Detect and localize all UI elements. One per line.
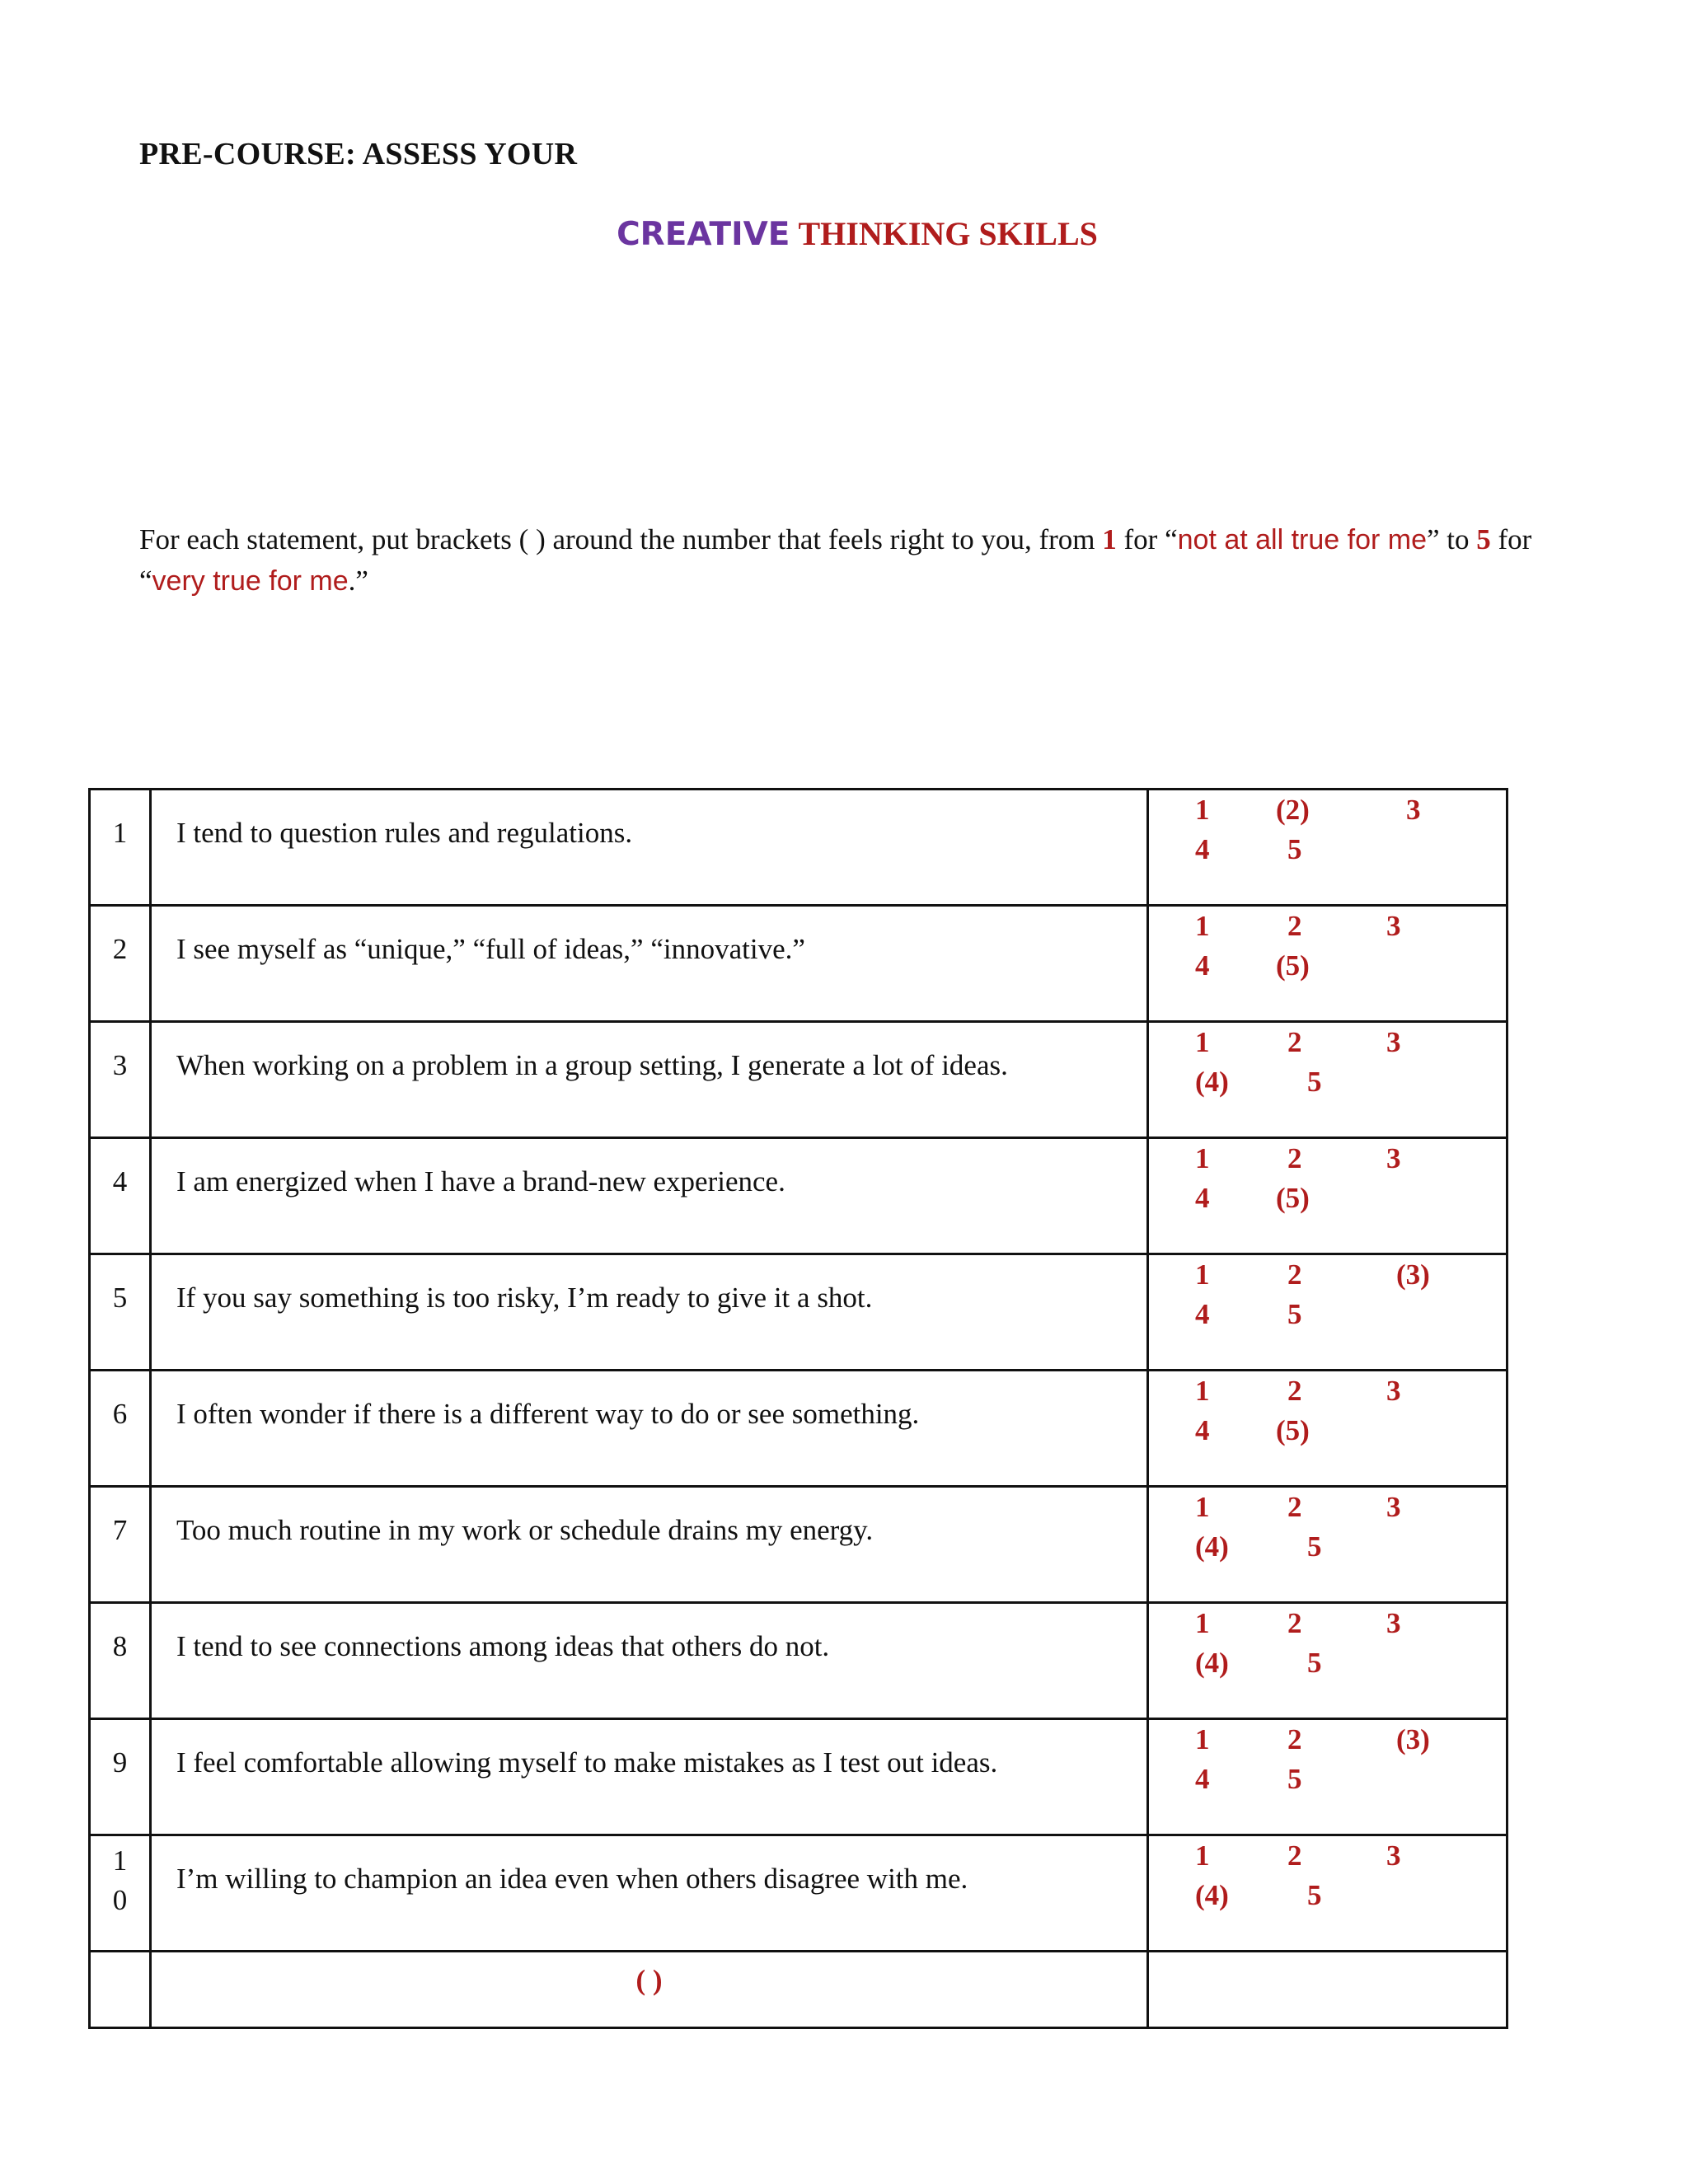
row-statement: If you say something is too risky, I’m ready to give it a shot. [151, 1254, 1148, 1371]
table-row [90, 1719, 1507, 1835]
rating-scale [1148, 906, 1507, 1022]
rating-option[interactable]: 1 [1195, 1375, 1210, 1407]
row-number: 9 [90, 1719, 151, 1835]
rating-option[interactable]: 1 [1195, 1026, 1210, 1058]
row-statement: I feel comfortable allowing myself to make mistakes as I test out ideas. [151, 1719, 1148, 1835]
rating-option[interactable]: 2 [1287, 1840, 1302, 1872]
table-row [90, 1835, 1507, 1952]
rating-option-selected[interactable]: (5) [1276, 949, 1310, 982]
table-row-footer [90, 1952, 1507, 2028]
row-statement: I am energized when I have a brand-new experience. [151, 1138, 1148, 1254]
row-number: 1 [90, 790, 151, 906]
row-statement: When working on a problem in a group setting, I generate a lot of ideas. [151, 1022, 1148, 1138]
instructions-text: for “ [1116, 523, 1178, 555]
instructions-high-number: 5 [1476, 523, 1491, 555]
rating-option[interactable]: 5 [1287, 1763, 1302, 1795]
footer-bracket-marker: ( ) [151, 1952, 1148, 2028]
row-number: 2 [90, 906, 151, 1022]
rating-option[interactable]: 3 [1386, 1840, 1401, 1872]
rating-scale [1148, 1719, 1507, 1835]
rating-option-selected[interactable]: (4) [1195, 1647, 1229, 1679]
instructions-text: for “ [139, 523, 1532, 597]
rating-scale [1148, 1603, 1507, 1719]
instructions-low-number: 1 [1102, 523, 1117, 555]
rating-option-selected[interactable]: (3) [1396, 1723, 1430, 1755]
table-row [90, 1487, 1507, 1603]
rating-scale [1148, 1487, 1507, 1603]
row-statement: I tend to question rules and regulations. [151, 790, 1148, 906]
rating-scale [1148, 1835, 1507, 1952]
assessment-table [88, 788, 1508, 2029]
rating-option-selected[interactable]: (4) [1195, 1879, 1229, 1911]
rating-option[interactable]: 4 [1195, 833, 1210, 865]
instructions-paragraph [139, 519, 1557, 602]
row-number: 4 [90, 1138, 151, 1254]
rating-option[interactable]: 4 [1195, 1182, 1210, 1214]
rating-option[interactable]: 3 [1406, 794, 1421, 826]
row-number: 6 [90, 1371, 151, 1487]
rating-option[interactable]: 1 [1195, 1142, 1210, 1174]
rating-option[interactable]: 1 [1195, 1723, 1210, 1755]
rating-option[interactable]: 2 [1287, 1142, 1302, 1174]
page-title: PRE-COURSE: ASSESS YOUR [139, 137, 578, 171]
rating-option[interactable]: 2 [1287, 1258, 1302, 1291]
row-number [90, 1835, 151, 1952]
rating-scale [1148, 790, 1507, 906]
rating-option[interactable]: 4 [1195, 949, 1210, 982]
rating-option-selected[interactable]: (3) [1396, 1258, 1430, 1291]
row-statement: I see myself as “unique,” “full of ideas,” “innovative.” [151, 906, 1148, 1022]
rating-option[interactable]: 5 [1287, 833, 1302, 865]
rating-option-selected[interactable]: (5) [1276, 1414, 1310, 1446]
row-statement: I often wonder if there is a different way to do or see something. [151, 1371, 1148, 1487]
table-row [90, 1603, 1507, 1719]
rating-option[interactable]: 2 [1287, 1375, 1302, 1407]
rating-option[interactable]: 2 [1287, 1607, 1302, 1639]
rating-option[interactable]: 3 [1386, 910, 1401, 942]
instructions-high-label: very true for me [152, 565, 349, 597]
row-number: 5 [90, 1254, 151, 1371]
rating-scale [1148, 1022, 1507, 1138]
instructions-text: For each statement, put brackets ( ) around the number that feels right to you, from [139, 523, 1103, 555]
footer-scale-cell [1148, 1952, 1507, 2028]
rating-option[interactable]: 2 [1287, 1491, 1302, 1523]
rating-option[interactable]: 3 [1386, 1607, 1401, 1639]
rating-option[interactable]: 1 [1195, 1258, 1210, 1291]
row-number: 7 [90, 1487, 151, 1603]
rating-option[interactable]: 2 [1287, 1026, 1302, 1058]
table-row [90, 790, 1507, 906]
table-row [90, 1254, 1507, 1371]
table-row [90, 1022, 1507, 1138]
rating-scale [1148, 1371, 1507, 1487]
rating-option[interactable]: 4 [1195, 1298, 1210, 1330]
instructions-low-label: not at all true for me [1177, 524, 1427, 555]
rating-option[interactable]: 1 [1195, 910, 1210, 942]
instructions-text: ” to [1427, 523, 1477, 555]
row-statement: I’m willing to champion an idea even when others disagree with me. [151, 1835, 1148, 1952]
rating-option[interactable]: 3 [1386, 1491, 1401, 1523]
row-number-line: 0 [112, 1884, 128, 1916]
rating-option[interactable]: 1 [1195, 1607, 1210, 1639]
table-row [90, 1371, 1507, 1487]
row-number: 8 [90, 1603, 151, 1719]
subtitle-creative: CREATIVE [617, 216, 790, 253]
rating-scale [1148, 1138, 1507, 1254]
rating-option[interactable]: 3 [1386, 1375, 1401, 1407]
rating-option[interactable]: 4 [1195, 1414, 1210, 1446]
page-subtitle [0, 214, 1688, 253]
footer-number-cell [90, 1952, 151, 2028]
rating-option[interactable]: 4 [1195, 1763, 1210, 1795]
row-number-line: 1 [112, 1844, 128, 1877]
rating-option[interactable]: 5 [1307, 1647, 1322, 1679]
rating-option[interactable]: 3 [1386, 1026, 1401, 1058]
rating-option[interactable]: 1 [1195, 1491, 1210, 1523]
rating-option[interactable]: 1 [1195, 794, 1210, 826]
rating-option[interactable]: 5 [1307, 1066, 1322, 1098]
rating-option[interactable]: 3 [1386, 1142, 1401, 1174]
row-statement: Too much routine in my work or schedule drains my energy. [151, 1487, 1148, 1603]
rating-option[interactable]: 5 [1307, 1879, 1322, 1911]
rating-option[interactable]: 1 [1195, 1840, 1210, 1872]
table-row [90, 1138, 1507, 1254]
row-statement: I tend to see connections among ideas that others do not. [151, 1603, 1148, 1719]
subtitle-thinking-skills: THINKING SKILLS [798, 215, 1098, 252]
instructions-text: .” [348, 565, 368, 597]
table-row [90, 906, 1507, 1022]
rating-option[interactable]: 2 [1287, 910, 1302, 942]
rating-scale [1148, 1254, 1507, 1371]
rating-option-selected[interactable]: (5) [1276, 1182, 1310, 1214]
row-number: 3 [90, 1022, 151, 1138]
rating-option[interactable]: 2 [1287, 1723, 1302, 1755]
rating-option-selected[interactable]: (2) [1276, 794, 1310, 826]
rating-option[interactable]: 5 [1287, 1298, 1302, 1330]
rating-option[interactable]: 5 [1307, 1530, 1322, 1563]
rating-option-selected[interactable]: (4) [1195, 1066, 1229, 1098]
rating-option-selected[interactable]: (4) [1195, 1530, 1229, 1563]
